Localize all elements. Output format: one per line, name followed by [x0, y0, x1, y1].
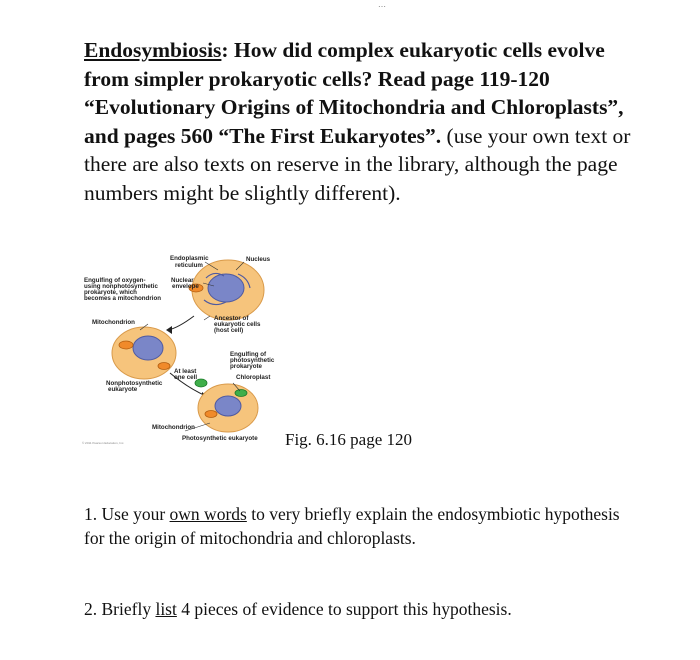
label-photo-engulf-1: Engulfing of: [230, 351, 267, 358]
question-2: [84, 598, 644, 622]
q2-post: 4 pieces of evidence to support this hypothesis.: [176, 599, 512, 619]
label-nucleus: Nucleus: [246, 256, 271, 263]
q1-underlined: own words: [169, 504, 247, 524]
label-envelope-2: envelope: [172, 283, 199, 290]
label-mitochondrion: Mitochondrion: [92, 319, 135, 326]
label-photo-eukaryote: Photosynthetic eukaryote: [182, 435, 258, 442]
ancestor-host-cell: [192, 260, 264, 320]
figure-svg: [78, 248, 283, 448]
label-engulf-1: Engulfing of oxygen-: [84, 277, 146, 284]
label-er-1: Endoplasmic: [170, 255, 209, 262]
label-ancestor-2: eukaryotic cells: [214, 321, 261, 328]
label-photo-engulf-2: photosynthetic: [230, 357, 275, 364]
heading-colon: :: [221, 38, 229, 62]
figure-caption: Fig. 6.16 page 120: [285, 430, 413, 449]
top-fragment: …: [378, 0, 386, 9]
label-engulf-4: becomes a mitochondrion: [84, 295, 162, 302]
question-1: [84, 503, 624, 550]
heading-note: (use your own text or there are also texts on reserve in the library, although the page numbers might be slightly different).: [84, 123, 631, 205]
heading-term: Endosymbiosis: [84, 38, 222, 62]
q2-pre: 2. Briefly: [84, 599, 156, 619]
label-nonphoto-1: Nonphotosynthetic: [106, 380, 163, 387]
assignment-heading: [84, 36, 644, 207]
heading-question: How did complex eukaryotic cells evolve from simpler prokaryotic cells? Read page 119-120 “Evolutionary Origins of Mitochondria and Chloroplasts”, and pages 560 “The First Eukaryotes”.: [84, 38, 624, 148]
nonphotosynthetic-cell: [112, 327, 176, 379]
label-engulf-3: prokaryote, which: [84, 289, 137, 296]
label-engulf-2: using nonphotosynthetic: [84, 283, 158, 290]
label-ancestor-3: (host cell): [214, 327, 244, 334]
label-photo-engulf-3: prokaryote: [230, 363, 262, 370]
label-at-least-2: one cell: [174, 374, 198, 381]
q1-pre: 1. Use your: [84, 504, 170, 524]
q2-underlined: list: [155, 599, 177, 619]
q1-post: to very briefly explain the endosymbiotic hypothesis for the origin of mitochondria and chloroplasts.: [84, 504, 620, 548]
photosynthetic-cell: [198, 384, 258, 432]
endosymbiosis-figure: [78, 248, 283, 448]
label-nonphoto-2: eukaryote: [108, 386, 138, 393]
label-envelope-1: Nuclear: [171, 277, 194, 284]
label-er-2: reticulum: [175, 262, 203, 269]
label-chloroplast: Chloroplast: [236, 374, 271, 381]
label-at-least-1: At least: [174, 368, 197, 375]
label-mitochondrion-2: Mitochondrion: [152, 424, 195, 431]
figure-copyright: © 2011 Pearson Education, Inc.: [82, 441, 125, 445]
label-ancestor-1: Ancestor of: [214, 315, 249, 322]
